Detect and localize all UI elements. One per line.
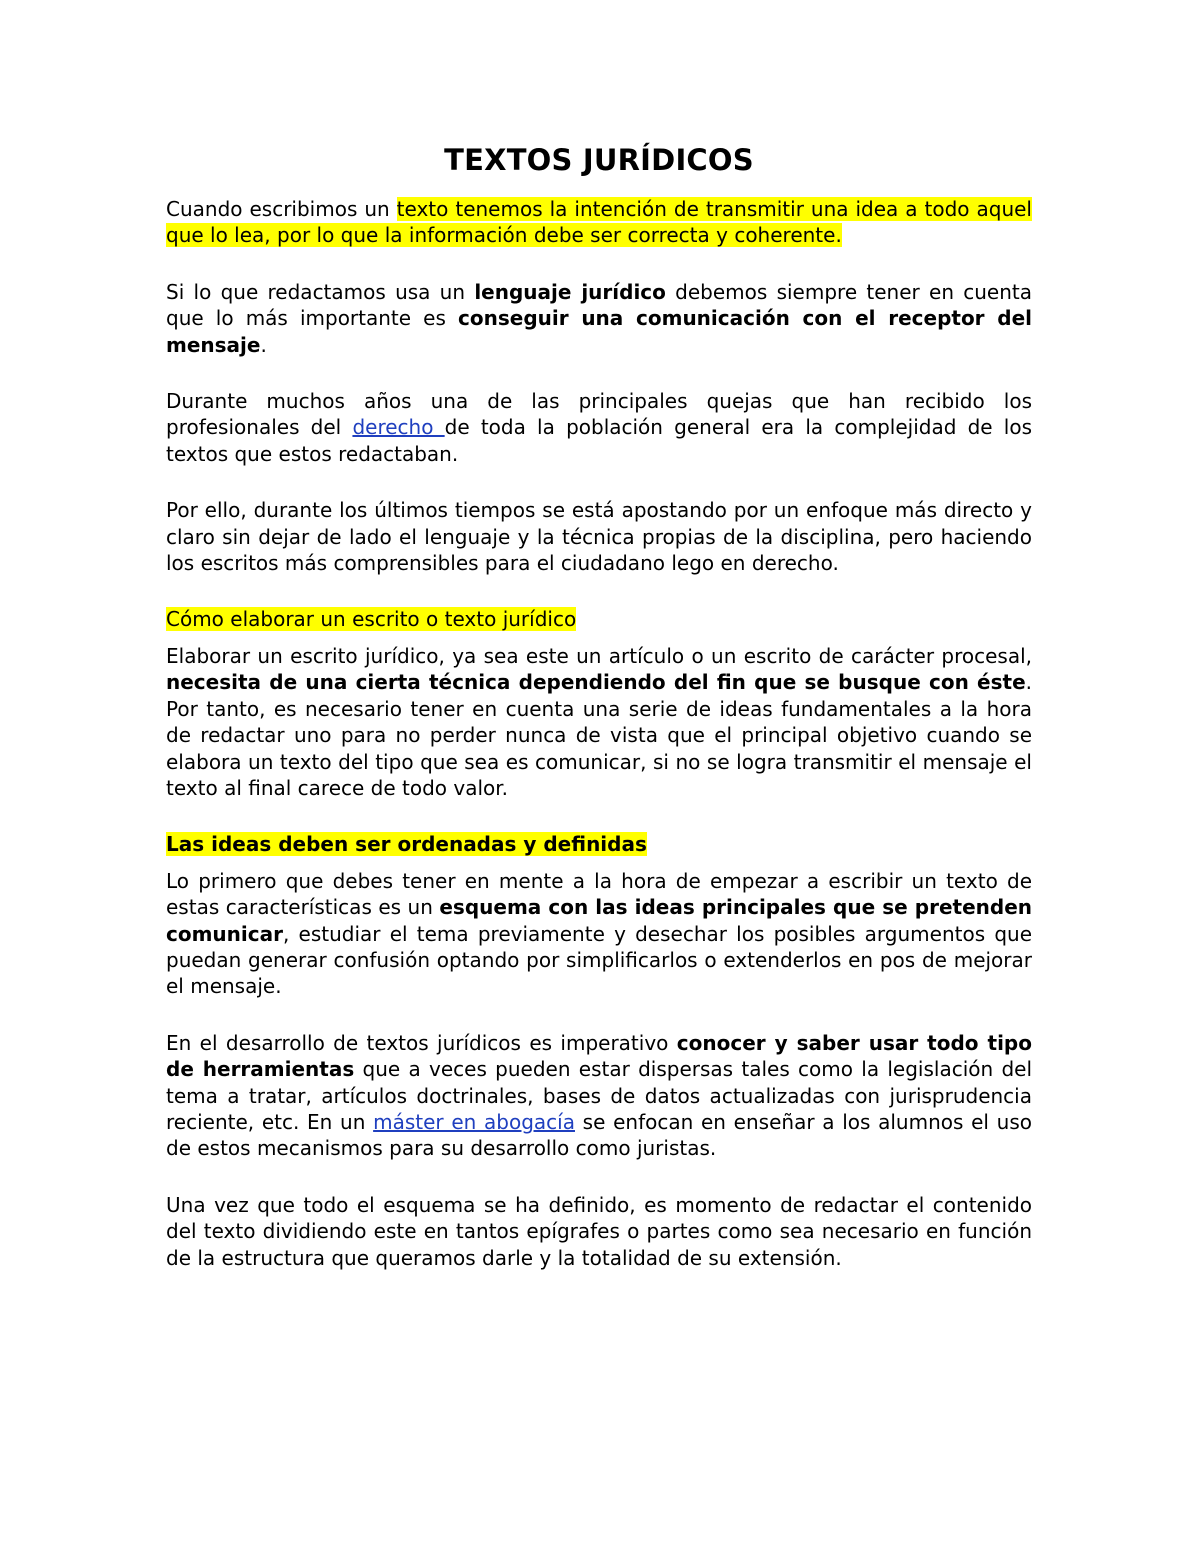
paragraph-lenguaje	[166, 279, 1032, 358]
section-heading-elaborar-text: Cómo elaborar un escrito o texto jurídico	[166, 607, 577, 632]
section-heading-elaborar	[166, 606, 1032, 632]
p6-bold-1: esquema con las ideas principales que se pretenden comunicar	[166, 895, 1033, 946]
master-abogacia-link[interactable]: máster en abogacía	[373, 1109, 575, 1134]
p2-text-1: Si lo que redactamos usa un	[166, 279, 475, 304]
intro-highlight: texto tenemos la intención de transmitir una idea a todo aquel que lo lea, por lo que la información debe ser correcta y coherente.	[166, 197, 1032, 248]
p6-text-2: , estudiar el tema previamente y desechar los posibles argumentos que puedan generar confusión optando por simplificarlos o extenderlos en pos de mejorar el mensaje.	[166, 921, 1032, 999]
p5-text-1: Elaborar un escrito jurídico, ya sea este un artículo o un escrito de carácter procesal,	[166, 643, 1032, 668]
document-page	[166, 140, 1032, 1271]
derecho-link[interactable]: derecho	[352, 415, 445, 440]
paragraph-esquema	[166, 868, 1032, 1000]
p2-text-2: debemos siempre tener en cuenta que lo más importante es	[166, 279, 1033, 331]
p2-bold-2: conseguir una comunicación con el receptor del mensaje	[166, 306, 1033, 357]
section-heading-ideas-text: Las ideas deben ser ordenadas y definidas	[166, 832, 647, 857]
p7-text-1: En el desarrollo de textos jurídicos es imperativo	[166, 1030, 677, 1055]
p7-bold-1: conocer y saber usar todo tipo de herramientas	[166, 1030, 1032, 1082]
intro-text: Cuando escribimos un	[166, 197, 397, 221]
p7-text-2: que a veces pueden estar dispersas tales como la legislación del tema a tratar, artículos doctrinales, bases de datos actualizadas con jurisprudencia reciente, etc. En un	[166, 1057, 1032, 1134]
p2-text-3: .	[260, 332, 267, 357]
p5-text-2: . Por tanto, es necesario tener en cuenta una serie de ideas fundamentales a la hora de redactar uno para no perder nunca de vista que el principal objetivo cuando se elabora un texto del tipo que sea es comunicar, si no se logra transmitir el mensaje el texto al final carece de todo valor.	[166, 670, 1032, 800]
p3-text-2: de toda la población general era la complejidad de los textos que estos redactaban.	[166, 415, 1032, 466]
paragraph-herramientas	[166, 1030, 1032, 1162]
p6-text-1: Lo primero que debes tener en mente a la hora de empezar a escribir un texto de estas características es un	[166, 868, 1032, 920]
paragraph-intro	[166, 196, 1032, 249]
paragraph-quejas	[166, 388, 1032, 467]
p5-bold-1: necesita de una cierta técnica dependiendo del fin que se busque con éste	[166, 670, 1026, 695]
paragraph-elaborar	[166, 643, 1032, 801]
document-title: TEXTOS JURÍDICOS	[444, 143, 754, 177]
p7-text-3: se enfocan en enseñar a los alumnos el uso de estos mecanismos para su desarrollo como juristas.	[166, 1109, 1033, 1161]
paragraph-redactar: Una vez que todo el esquema se ha definido, es momento de redactar el contenido del texto dividiendo este en tantos epígrafes o partes como sea necesario en función de la estructura que queramos darle y la totalidad de su extensión.	[166, 1192, 1032, 1270]
p3-text-1: Durante muchos años una de las principales quejas que han recibido los profesionales del	[166, 389, 1032, 440]
p2-bold-1: lenguaje jurídico	[474, 279, 666, 304]
paragraph-enfoque: Por ello, durante los últimos tiempos se está apostando por un enfoque más directo y claro sin dejar de lado el lenguaje y la técnica propias de la disciplina, pero haciendo los escritos más comprensibles para el ciudadano lego en derecho.	[166, 498, 1032, 576]
section-heading-ideas	[166, 831, 1032, 857]
